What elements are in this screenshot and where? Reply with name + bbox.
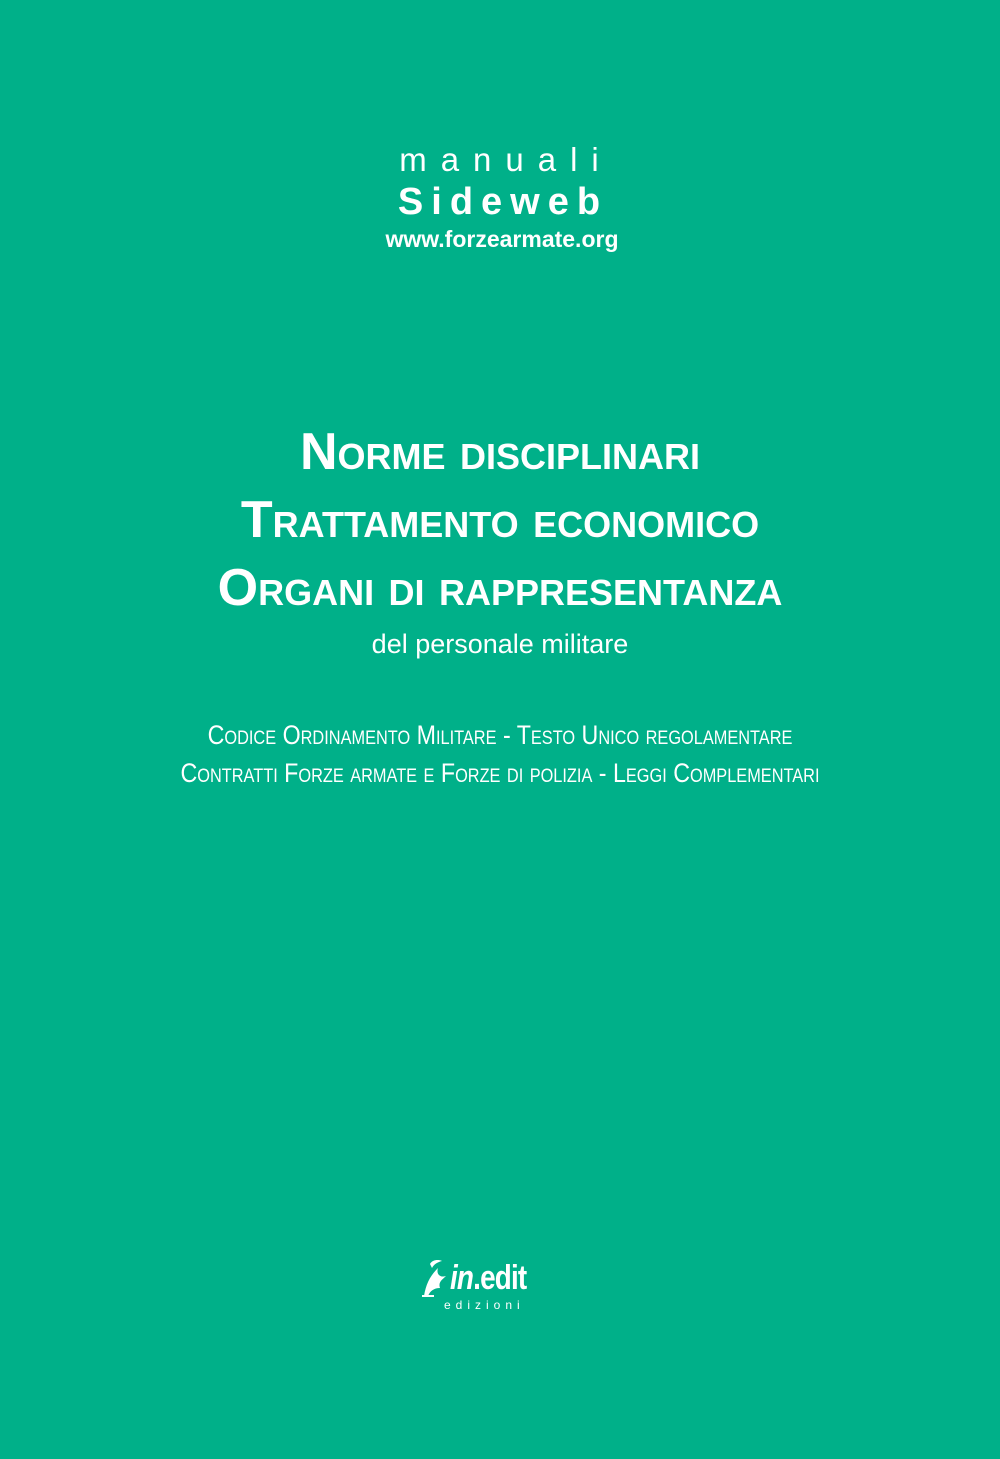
publisher-name-suffix: .edit bbox=[473, 1259, 527, 1297]
series-label: manuali bbox=[399, 141, 613, 178]
series-brand: Sideweb bbox=[397, 181, 609, 223]
publisher-logo bbox=[420, 1258, 580, 1322]
title-line-2: Trattamento economico bbox=[240, 491, 760, 549]
collections-block bbox=[0, 716, 1000, 792]
series-url: www.forzearmate.org bbox=[385, 226, 619, 252]
title-line-3: Organi di rappresentanza bbox=[217, 559, 783, 617]
collection-line-1: Codice Ordinamento Militare - Testo Unico regolamentare bbox=[207, 720, 793, 750]
publisher-name bbox=[450, 1258, 526, 1298]
subtitle: del personale militare bbox=[371, 629, 629, 659]
feather-book-icon bbox=[420, 1258, 450, 1298]
collection-line-2: Contratti Forze armate e Forze di polizia - Leggi Complementari bbox=[180, 758, 820, 788]
title-block bbox=[0, 418, 1000, 664]
publisher-tagline: edizioni bbox=[444, 1298, 525, 1312]
title-line-1: Norme disciplinari bbox=[299, 423, 700, 481]
publisher-prefix: in bbox=[450, 1259, 474, 1297]
series-block bbox=[0, 140, 1000, 254]
